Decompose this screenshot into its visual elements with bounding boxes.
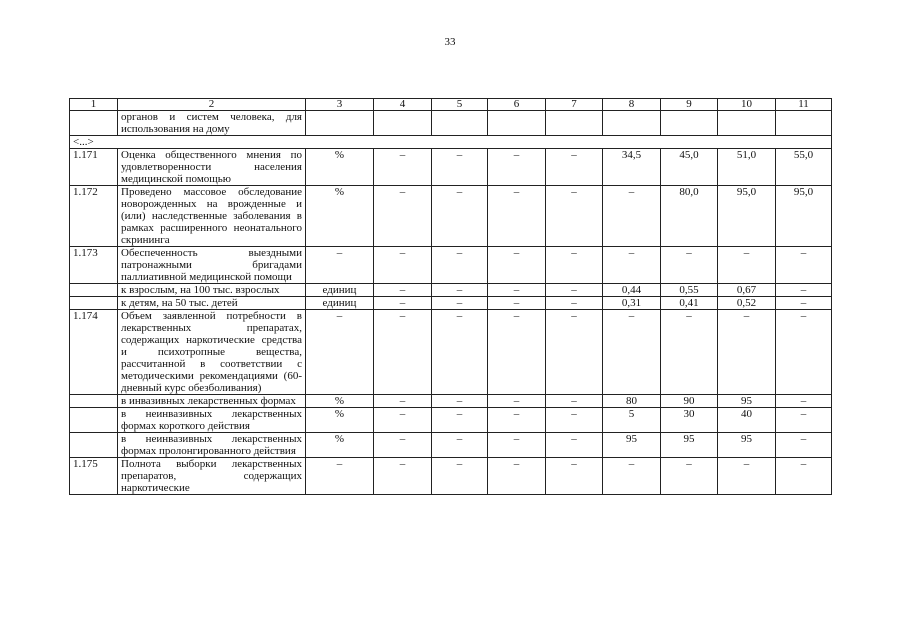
value-cell: – bbox=[776, 297, 832, 310]
indicator-name: в неинвазивных лекарственных формах короткого действия bbox=[118, 408, 306, 433]
value-cell: 95,0 bbox=[776, 186, 832, 247]
value-cell: – bbox=[546, 395, 603, 408]
value-cell: – bbox=[546, 310, 603, 395]
value-cell: – bbox=[432, 310, 488, 395]
value-cell: – bbox=[718, 458, 776, 495]
value-cell: – bbox=[374, 149, 432, 186]
unit-cell: % bbox=[306, 186, 374, 247]
column-header: 3 bbox=[306, 99, 374, 111]
row-number: 1.175 bbox=[70, 458, 118, 495]
value-cell: 80 bbox=[603, 395, 661, 408]
indicator-name: Обеспеченность выездными патронажными бригадами паллиативной медицинской помощи bbox=[118, 247, 306, 284]
value-cell: – bbox=[432, 297, 488, 310]
value-cell: – bbox=[488, 310, 546, 395]
value-cell: – bbox=[488, 297, 546, 310]
value-cell: – bbox=[374, 395, 432, 408]
row-number: 1.172 bbox=[70, 186, 118, 247]
value-cell: 90 bbox=[661, 395, 718, 408]
value-cell: – bbox=[776, 247, 832, 284]
value-cell: – bbox=[374, 310, 432, 395]
value-cell: – bbox=[432, 186, 488, 247]
column-header: 8 bbox=[603, 99, 661, 111]
indicator-name: Оценка общественного мнения по удовлетворенности населения медицинской помощью bbox=[118, 149, 306, 186]
value-cell bbox=[603, 111, 661, 136]
value-cell: – bbox=[432, 458, 488, 495]
column-header: 9 bbox=[661, 99, 718, 111]
value-cell: – bbox=[488, 284, 546, 297]
value-cell: – bbox=[661, 247, 718, 284]
value-cell: – bbox=[603, 458, 661, 495]
value-cell bbox=[661, 111, 718, 136]
value-cell bbox=[776, 111, 832, 136]
indicator-name: к взрослым, на 100 тыс. взрослых bbox=[118, 284, 306, 297]
unit-cell: % bbox=[306, 149, 374, 186]
row-number bbox=[70, 395, 118, 408]
row-number: 1.173 bbox=[70, 247, 118, 284]
value-cell: – bbox=[488, 186, 546, 247]
value-cell: 55,0 bbox=[776, 149, 832, 186]
value-cell: – bbox=[374, 433, 432, 458]
page-number: 33 bbox=[444, 36, 456, 48]
row-number bbox=[70, 433, 118, 458]
unit-cell: % bbox=[306, 408, 374, 433]
value-cell: – bbox=[488, 395, 546, 408]
column-header: 2 bbox=[118, 99, 306, 111]
column-header: 1 bbox=[70, 99, 118, 111]
value-cell: 80,0 bbox=[661, 186, 718, 247]
table-row bbox=[70, 284, 832, 297]
indicator-name: Полнота выборки лекарственных препаратов, содержащих наркотические bbox=[118, 458, 306, 495]
value-cell: 34,5 bbox=[603, 149, 661, 186]
value-cell bbox=[718, 111, 776, 136]
row-number bbox=[70, 284, 118, 297]
value-cell: – bbox=[546, 458, 603, 495]
value-cell: 0,67 bbox=[718, 284, 776, 297]
value-cell bbox=[488, 111, 546, 136]
table-row bbox=[70, 247, 832, 284]
value-cell: 95,0 bbox=[718, 186, 776, 247]
value-cell: – bbox=[374, 186, 432, 247]
value-cell: 0,44 bbox=[603, 284, 661, 297]
table-row bbox=[70, 149, 832, 186]
value-cell: – bbox=[546, 297, 603, 310]
value-cell: 95 bbox=[718, 395, 776, 408]
value-cell: – bbox=[776, 284, 832, 297]
table-row bbox=[70, 458, 832, 495]
value-cell: – bbox=[776, 408, 832, 433]
value-cell bbox=[374, 111, 432, 136]
column-header: 7 bbox=[546, 99, 603, 111]
value-cell: – bbox=[374, 284, 432, 297]
indicator-name: Объем заявленной потребности в лекарственных препаратах, содержащих наркотические средства и психотропные вещества, рассчитанной в соответствии с методическими рекомендациями (60-дневный курс обезболивания) bbox=[118, 310, 306, 395]
value-cell: – bbox=[488, 247, 546, 284]
value-cell: – bbox=[776, 458, 832, 495]
value-cell: – bbox=[603, 310, 661, 395]
header-row bbox=[70, 99, 832, 111]
table-row bbox=[70, 111, 832, 136]
indicator-name: в инвазивных лекарственных формах bbox=[118, 395, 306, 408]
column-header: 5 bbox=[432, 99, 488, 111]
unit-cell bbox=[306, 111, 374, 136]
value-cell: – bbox=[546, 433, 603, 458]
table-row bbox=[70, 297, 832, 310]
table-row bbox=[70, 433, 832, 458]
indicators-table bbox=[69, 98, 832, 495]
table-row bbox=[70, 186, 832, 247]
row-number: 1.174 bbox=[70, 310, 118, 395]
value-cell: – bbox=[488, 408, 546, 433]
value-cell: – bbox=[432, 149, 488, 186]
value-cell: – bbox=[546, 186, 603, 247]
value-cell: 0,41 bbox=[661, 297, 718, 310]
row-number bbox=[70, 297, 118, 310]
omission-marker: <...> bbox=[70, 136, 832, 149]
value-cell: – bbox=[432, 247, 488, 284]
column-header: 6 bbox=[488, 99, 546, 111]
value-cell: – bbox=[776, 310, 832, 395]
value-cell: 40 bbox=[718, 408, 776, 433]
table-row bbox=[70, 310, 832, 395]
value-cell: 95 bbox=[603, 433, 661, 458]
value-cell: 0,52 bbox=[718, 297, 776, 310]
unit-cell: единиц bbox=[306, 284, 374, 297]
column-header: 4 bbox=[374, 99, 432, 111]
indicator-name: органов и систем человека, для использования на дому bbox=[118, 111, 306, 136]
value-cell: – bbox=[488, 458, 546, 495]
omission-marker-row bbox=[70, 136, 832, 149]
column-header: 11 bbox=[776, 99, 832, 111]
value-cell: – bbox=[374, 458, 432, 495]
value-cell: 45,0 bbox=[661, 149, 718, 186]
unit-cell: единиц bbox=[306, 297, 374, 310]
value-cell: – bbox=[432, 408, 488, 433]
value-cell: 51,0 bbox=[718, 149, 776, 186]
unit-cell: % bbox=[306, 433, 374, 458]
value-cell: – bbox=[546, 247, 603, 284]
row-number: 1.171 bbox=[70, 149, 118, 186]
row-number bbox=[70, 408, 118, 433]
indicator-name: Проведено массовое обследование новорожденных на врожденные и (или) наследственные заболевания в рамках расширенного неонатального скрининга bbox=[118, 186, 306, 247]
value-cell: – bbox=[546, 408, 603, 433]
unit-cell: – bbox=[306, 247, 374, 284]
value-cell: – bbox=[374, 247, 432, 284]
value-cell: – bbox=[374, 408, 432, 433]
indicator-name: в неинвазивных лекарственных формах пролонгированного действия bbox=[118, 433, 306, 458]
value-cell: – bbox=[718, 310, 776, 395]
value-cell bbox=[546, 111, 603, 136]
unit-cell: – bbox=[306, 310, 374, 395]
value-cell: 30 bbox=[661, 408, 718, 433]
table-body bbox=[70, 111, 832, 495]
column-header: 10 bbox=[718, 99, 776, 111]
value-cell: – bbox=[432, 395, 488, 408]
value-cell: – bbox=[432, 433, 488, 458]
value-cell: – bbox=[488, 149, 546, 186]
value-cell: – bbox=[776, 395, 832, 408]
table-row bbox=[70, 408, 832, 433]
value-cell: – bbox=[661, 458, 718, 495]
value-cell: – bbox=[776, 433, 832, 458]
value-cell: – bbox=[546, 149, 603, 186]
value-cell: – bbox=[718, 247, 776, 284]
value-cell: – bbox=[661, 310, 718, 395]
value-cell: 5 bbox=[603, 408, 661, 433]
table-header bbox=[70, 99, 832, 111]
value-cell: 95 bbox=[661, 433, 718, 458]
value-cell: 0,55 bbox=[661, 284, 718, 297]
value-cell: – bbox=[432, 284, 488, 297]
value-cell: – bbox=[603, 247, 661, 284]
table-row bbox=[70, 395, 832, 408]
value-cell: 95 bbox=[718, 433, 776, 458]
row-number bbox=[70, 111, 118, 136]
indicator-name: к детям, на 50 тыс. детей bbox=[118, 297, 306, 310]
value-cell: – bbox=[603, 186, 661, 247]
value-cell: – bbox=[546, 284, 603, 297]
value-cell: 0,31 bbox=[603, 297, 661, 310]
unit-cell: % bbox=[306, 395, 374, 408]
unit-cell: – bbox=[306, 458, 374, 495]
value-cell bbox=[432, 111, 488, 136]
value-cell: – bbox=[488, 433, 546, 458]
value-cell: – bbox=[374, 297, 432, 310]
